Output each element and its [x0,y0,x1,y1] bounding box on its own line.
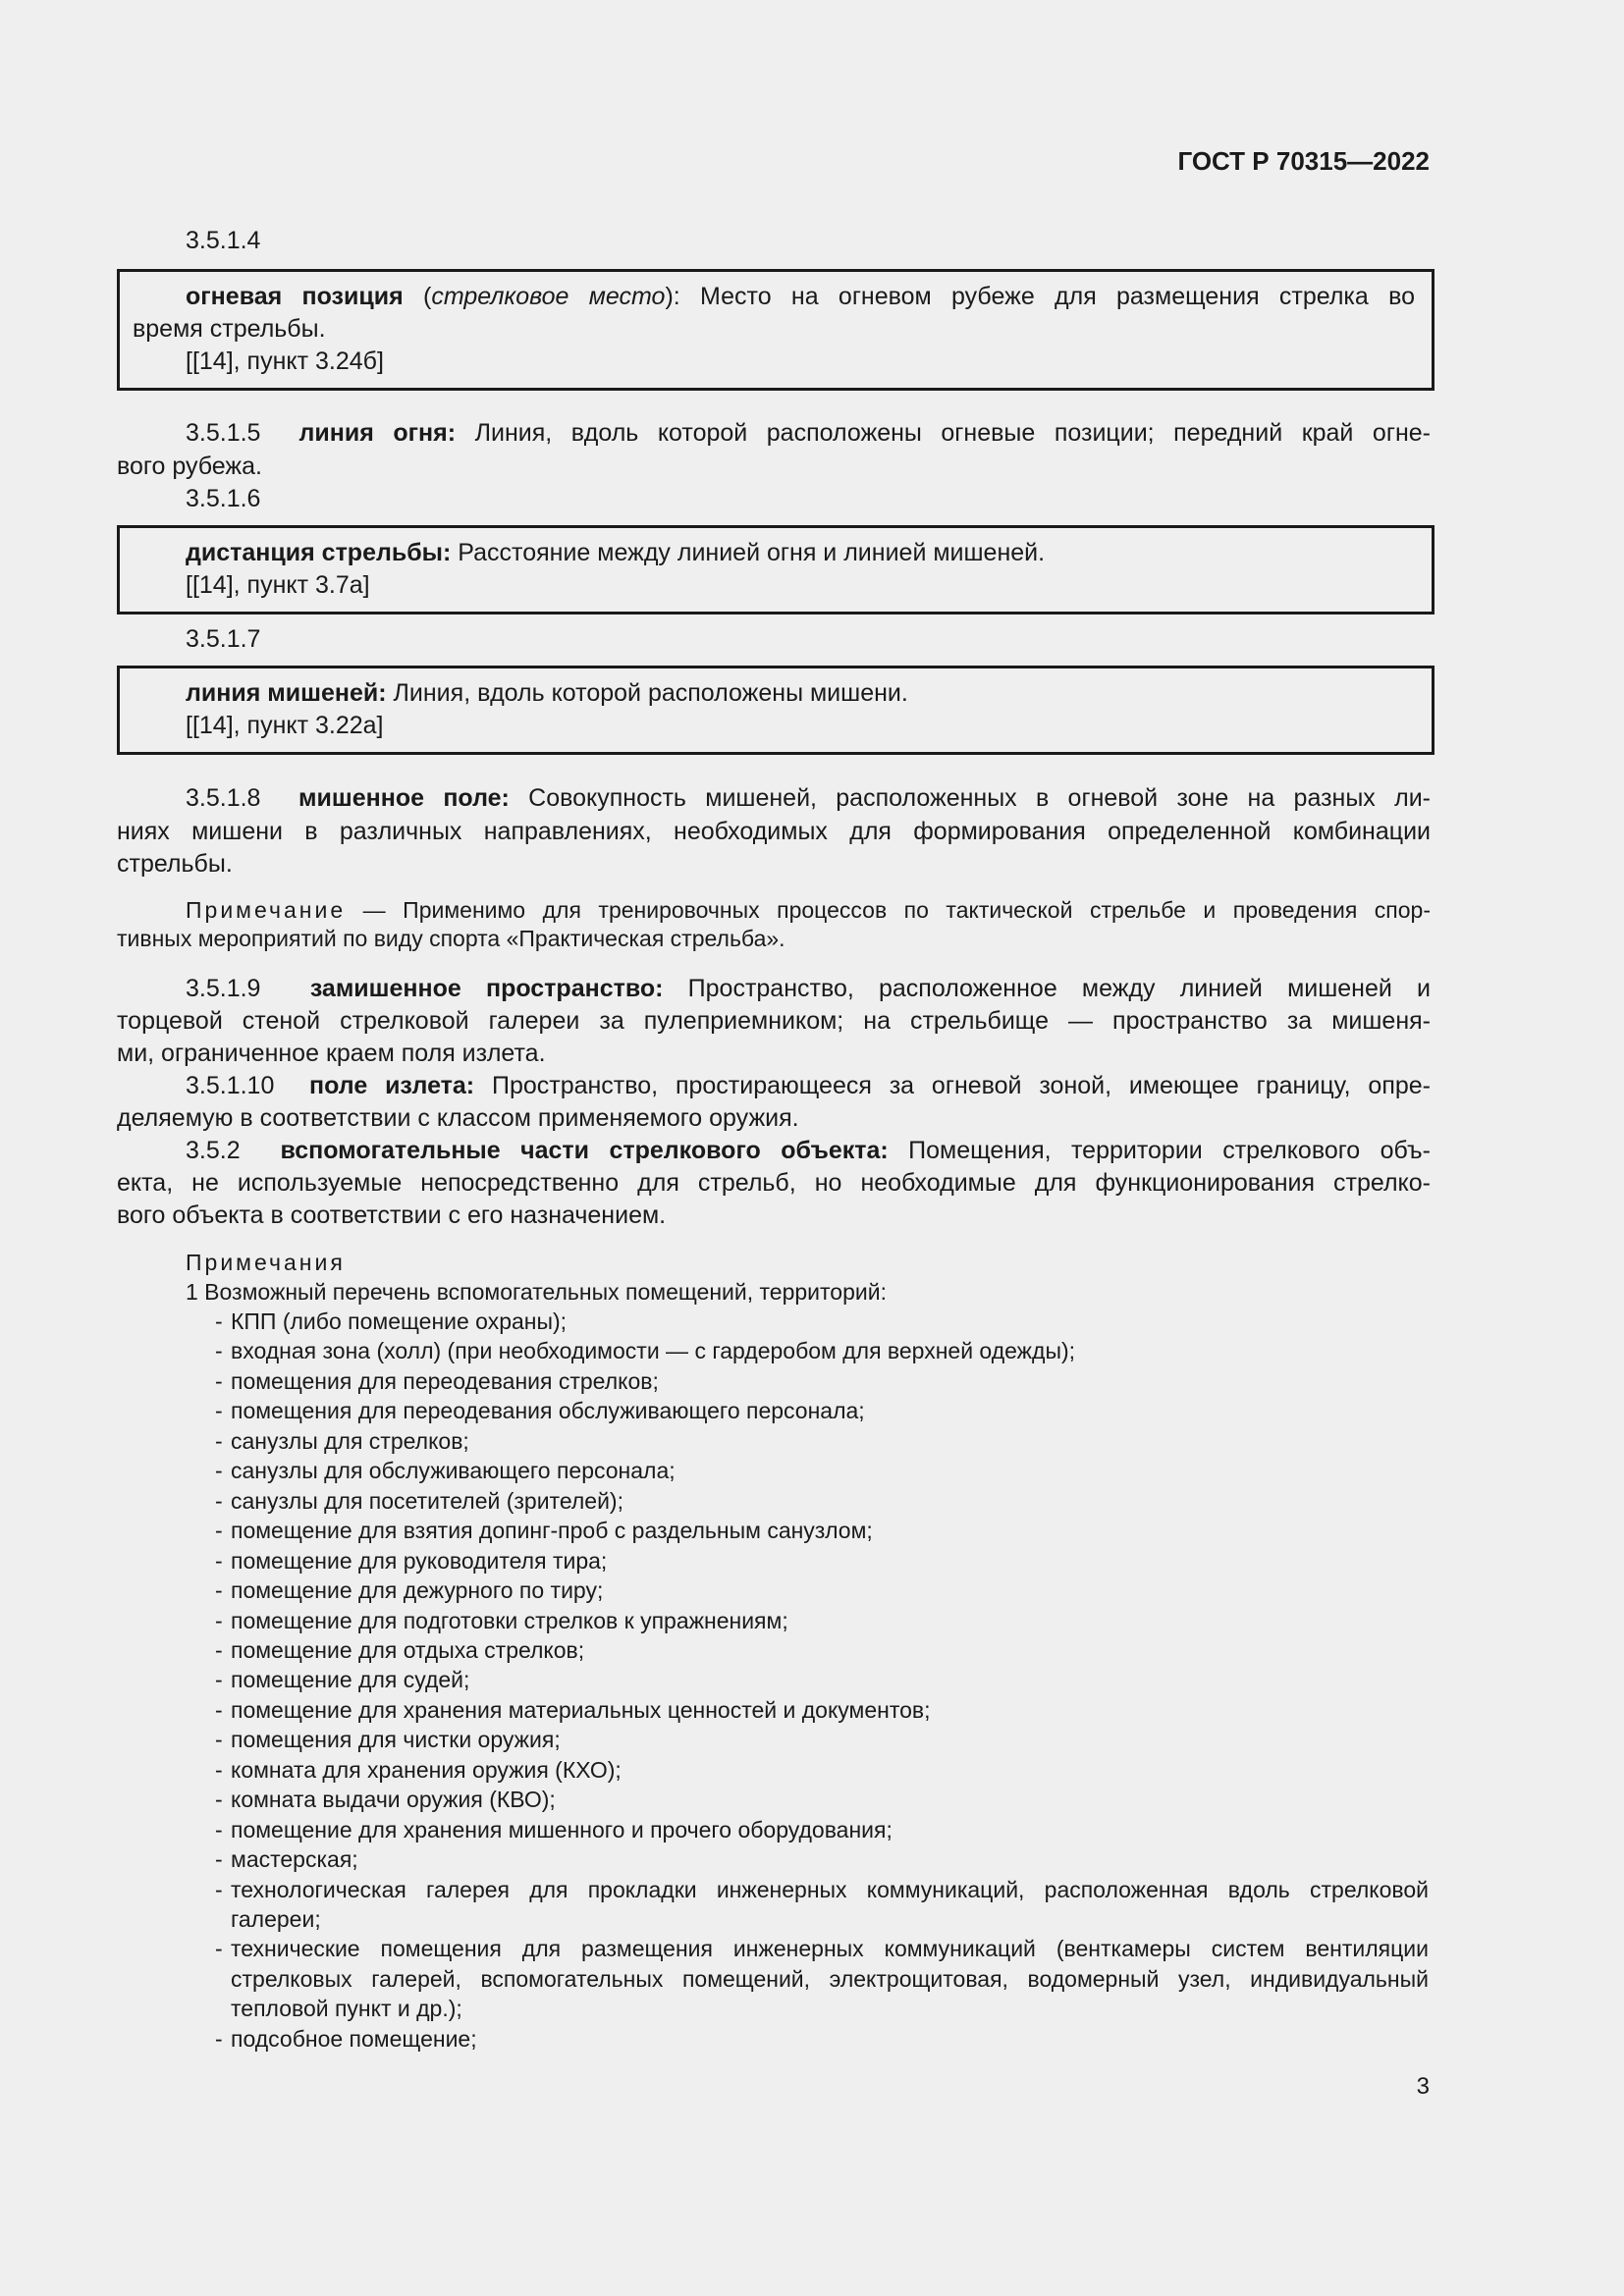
note-line: тивных мероприятий по виду спорта «Практическая стрельба». [117,926,785,951]
list-item-text: помещения для переодевания обслуживающего персонала; [231,1398,865,1424]
list-item-text: помещение для хранения материальных ценностей и документов; [231,1696,931,1723]
paragraph-line: ми, ограниченное краем поля излета. [117,1040,546,1067]
list-dash: - [215,1487,223,1514]
section-number: 3.5.1.9 [186,975,261,1002]
list-item-text: санузлы для стрелков; [231,1427,469,1454]
notes-label: Примечания [186,1250,346,1275]
term: поле излета: [309,1072,475,1099]
term-synonym: стрелковое место [431,283,666,310]
list-item-text: стрелковых галерей, вспомогательных помещений, электрощитовая, водомерный узел, индивидуальный [231,1965,1429,1992]
list-dash: - [215,1398,223,1424]
list-dash: - [215,1846,223,1873]
list-dash: - [215,1458,223,1484]
paragraph-line: вого рубежа. [117,453,262,480]
term: мишенное поле: [298,784,510,812]
section-number: 3.5.1.4 [186,227,261,254]
list-dash: - [215,1756,223,1783]
list-item-text: мастерская; [231,1846,358,1873]
paragraph-line: торцевой стеной стрелковой галереи за пулеприемником; на стрельбище — пространство за мишеня- [117,1007,1431,1035]
note-line: Примечание — Применимо для тренировочных процессов по тактической стрельбе и проведения спор- [186,897,1431,923]
list-item-text: галереи; [231,1906,321,1932]
list-dash: - [215,1607,223,1633]
term: линия огня: [298,419,457,447]
source-reference: [[14], пункт 3.7а] [186,571,370,599]
section-number: 3.5.1.6 [186,485,261,512]
paragraph-line: деляемую в соответствии с классом применяемого оружия. [117,1104,799,1132]
list-item-text: технические помещения для размещения инженерных коммуникаций (венткамеры систем вентиляции [231,1936,1429,1962]
term: линия мишеней: [186,679,387,707]
paragraph-line: вого объекта в соответствии с его назначением. [117,1201,667,1229]
paragraph-line: 3.5.1.5 линия огня: Линия, вдоль которой расположены огневые позиции; передний край огне- [186,419,1431,447]
list-item-text: помещения для переодевания стрелков; [231,1367,659,1394]
section-number: 3.5.1.7 [186,625,261,653]
list-item-text: входная зона (холл) (при необходимости — с гардеробом для верхней одежды); [231,1338,1076,1364]
list-item-text: санузлы для обслуживающего персонала; [231,1458,676,1484]
list-dash: - [215,1636,223,1663]
list-item-text: КПП (либо помещение охраны); [231,1308,568,1334]
list-dash: - [215,1547,223,1574]
list-dash: - [215,1816,223,1842]
definition-line: время стрельбы. [133,315,326,343]
definition-line: линия мишеней: Линия, вдоль которой расположены мишени. [186,679,908,707]
list-dash: - [215,1936,223,1962]
list-dash: - [215,1427,223,1454]
list-dash: - [215,1787,223,1813]
term: замишенное пространство: [309,975,664,1002]
list-dash: - [215,1338,223,1364]
list-dash: - [215,1308,223,1334]
section-number: 3.5.1.10 [186,1072,275,1099]
list-dash: - [215,1727,223,1753]
paragraph-line: 3.5.1.9 замишенное пространство: Пространство, расположенное между линией мишеней и [186,975,1431,1002]
paragraph-line: ниях мишени в различных направлениях, необходимых для формирования определенной комбинации [117,818,1431,845]
list-item-text: санузлы для посетителей (зрителей); [231,1487,623,1514]
list-item-text: помещение для руководителя тира; [231,1547,608,1574]
list-dash: - [215,1876,223,1902]
list-item-text: помещение для отдыха стрелков; [231,1636,585,1663]
source-reference: [[14], пункт 3.24б] [186,347,384,375]
notes-item: 1 Возможный перечень вспомогательных помещений, территорий: [186,1279,887,1305]
list-dash: - [215,1667,223,1693]
list-item-text: помещения для чистки оружия; [231,1727,561,1753]
list-dash: - [215,1367,223,1394]
section-number: 3.5.1.5 [186,419,261,447]
section-number: 3.5.2 [186,1137,241,1164]
paragraph-line: стрельбы. [117,850,233,878]
list-item-text: комната для хранения оружия (КХО); [231,1756,622,1783]
list-item-text: помещение для взятия допинг-проб с раздельным санузлом; [231,1518,873,1544]
term: дистанция стрельбы: [186,539,452,566]
list-dash: - [215,1577,223,1604]
term: вспомогательные части стрелкового объекта: [280,1137,889,1164]
list-item-text: тепловой пункт и др.); [231,1996,462,2022]
list-item-text: помещение для дежурного по тиру; [231,1577,604,1604]
list-dash: - [215,1518,223,1544]
list-item-text: комната выдачи оружия (КВО); [231,1787,556,1813]
definition-line: дистанция стрельбы: Расстояние между линией огня и линией мишеней. [186,539,1046,566]
paragraph-line: 3.5.1.10 поле излета: Пространство, простирающееся за огневой зоной, имеющее границу, опре- [186,1072,1431,1099]
list-item-text: помещение для подготовки стрелков к упражнениям; [231,1607,788,1633]
list-item-text: помещение для хранения мишенного и прочего оборудования; [231,1816,893,1842]
source-reference: [[14], пункт 3.22а] [186,712,384,739]
paragraph-line: 3.5.2 вспомогательные части стрелкового объекта: Помещения, территории стрелкового объ- [186,1137,1431,1164]
list-dash: - [215,1696,223,1723]
definition-line: огневая позиция (стрелковое место): Место на огневом рубеже для размещения стрелка во [186,283,1415,310]
document-number: ГОСТ Р 70315—2022 [1177,146,1430,176]
section-number: 3.5.1.8 [186,784,261,812]
term: огневая позиция [186,283,404,310]
list-item-text: помещение для судей; [231,1667,470,1693]
paragraph-line: екта, не используемые непосредственно для стрельб, но необходимые для функционирования стрелко- [117,1169,1431,1197]
paragraph-line: 3.5.1.8 мишенное поле: Совокупность мишеней, расположенных в огневой зоне на разных ли- [186,784,1431,812]
list-item-text: технологическая галерея для прокладки инженерных коммуникаций, расположенная вдоль стрелковой [231,1876,1429,1902]
list-dash: - [215,2025,223,2052]
note-label: Примечание [186,897,347,923]
page-number: 3 [1416,2073,1430,2100]
list-item-text: подсобное помещение; [231,2025,477,2052]
